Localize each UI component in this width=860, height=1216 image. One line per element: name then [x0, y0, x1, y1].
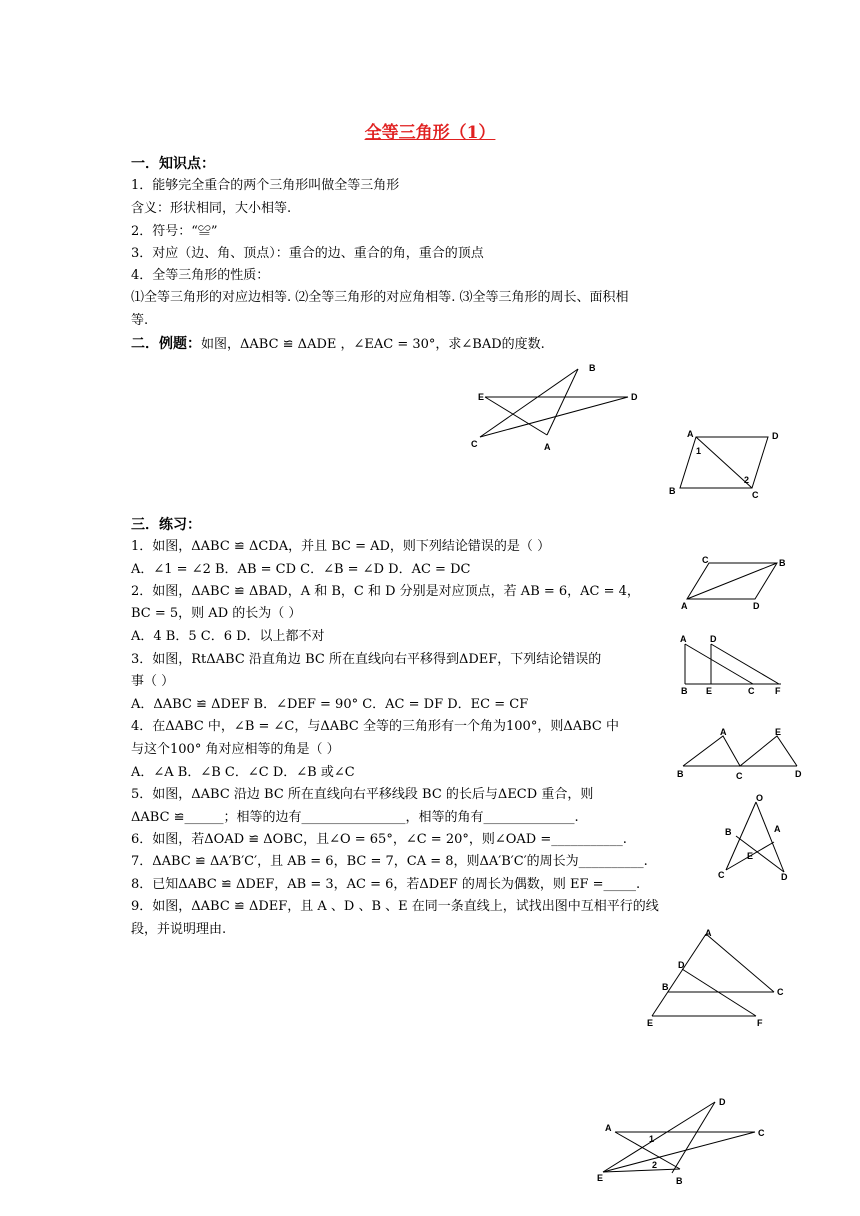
- label-D: D: [710, 634, 717, 644]
- label-C: C: [777, 987, 784, 997]
- q6-figure: [714, 790, 796, 884]
- angle-1: 1: [649, 1134, 655, 1144]
- label-A: A: [681, 601, 688, 611]
- practice-line: 8．已知ΔABC ≌ ΔDEF，AB = 3，AC = 6，若ΔDEF 的周长为偶数，则 EF =_____.: [131, 877, 641, 892]
- practice-line: 3．如图，RtΔABC 沿直角边 BC 所在直线向右平移得到ΔDEF，下列结论错误的: [131, 652, 602, 667]
- label-B: B: [681, 686, 688, 696]
- label-O: O: [756, 793, 764, 803]
- q9-figure: [638, 924, 788, 1030]
- practice-line: 7．ΔABC ≌ ΔA′B′C′，且 AB = 6，BC = 7，CA = 8，则ΔA′B′C′的周长为__________.: [131, 854, 648, 869]
- label-D: D: [772, 431, 779, 441]
- label-D: D: [719, 1097, 726, 1107]
- label-C: C: [748, 686, 755, 696]
- label-D: D: [781, 872, 788, 882]
- label-E: E: [478, 392, 485, 402]
- practice-line: A．∠1 = ∠2 B．AB = CD C．∠B = ∠D D．AC = DC: [131, 562, 471, 577]
- label-D: D: [678, 960, 685, 970]
- section-heading-example: 二．例题：: [131, 336, 201, 352]
- label-C: C: [718, 870, 725, 880]
- label-E: E: [706, 686, 713, 696]
- q5-figure: [675, 724, 807, 784]
- practice-line: 5．如图，ΔABC 沿边 BC 所在直线向右平移线段 BC 的长后与ΔECD 重合，则: [131, 787, 594, 802]
- practice-line: A．ΔABC ≌ ΔDEF B．∠DEF = 90° C．AC = DF D．EC = CF: [131, 697, 529, 712]
- label-B: B: [662, 982, 669, 992]
- angle-1: 1: [696, 446, 702, 456]
- q3-figure: [675, 628, 787, 698]
- practice-line: 6．如图，若ΔOAD ≌ ΔOBC，且∠O = 65°，∠C = 20°，则∠OAD =___________.: [131, 832, 627, 847]
- practice-line: 2．如图，ΔABC ≌ ΔBAD，A 和 B，C 和 D 分别是对应顶点，若 AB = 6，AC = 4，: [131, 584, 640, 599]
- example-figure: [470, 360, 650, 460]
- page-title: 全等三角形（1）: [364, 123, 496, 143]
- practice-line: 与这个100° 角对应相等的角是（ ）: [131, 742, 340, 757]
- practice-line: A．∠A B．∠B C．∠C D．∠B 或∠C: [131, 765, 355, 780]
- label-A: A: [687, 429, 694, 439]
- label-D: D: [795, 769, 802, 779]
- label-B: B: [677, 769, 684, 779]
- section-heading-knowledge: 一．知识点：: [131, 156, 215, 172]
- label-F: F: [775, 686, 781, 696]
- section-heading-practice: 三．练习：: [131, 517, 201, 533]
- label-B: B: [779, 558, 786, 568]
- practice-line: A．4 B．5 C．6 D．以上都不对: [131, 629, 325, 644]
- label-C: C: [736, 771, 743, 781]
- bottom-figure: [595, 1092, 780, 1190]
- label-E: E: [597, 1173, 604, 1183]
- practice-line: 4．在ΔABC 中，∠B = ∠C，与ΔABC 全等的三角形有一个角为100°，则ΔABC 中: [131, 719, 619, 734]
- practice-line: 事（ ）: [131, 674, 175, 689]
- label-C: C: [758, 1128, 765, 1138]
- q1-figure: [675, 552, 795, 614]
- knowledge-line: 3．对应（边、角、顶点）：重合的边、重合的角，重合的顶点: [131, 246, 484, 261]
- label-A: A: [705, 928, 712, 938]
- knowledge-line: 1．能够完全重合的两个三角形叫做全等三角形: [131, 178, 400, 193]
- label-B: B: [589, 363, 596, 373]
- angle-2: 2: [744, 475, 750, 485]
- label-F: F: [757, 1018, 763, 1028]
- label-D: D: [631, 392, 638, 402]
- label-A: A: [605, 1123, 612, 1133]
- practice-line: 段，并说明理由.: [131, 922, 227, 937]
- example-block: [131, 333, 545, 353]
- example-text: 如图，ΔABC ≌ ΔADE ，∠EAC = 30°，求∠BAD的度数.: [201, 337, 545, 352]
- label-A: A: [720, 727, 727, 737]
- label-A: A: [680, 634, 687, 644]
- label-B: B: [725, 827, 732, 837]
- label-C: C: [471, 439, 478, 449]
- label-A: A: [774, 824, 781, 834]
- label-C: C: [702, 555, 709, 565]
- knowledge-line: 2．符号：“≌”: [131, 224, 218, 239]
- label-A: A: [544, 442, 551, 452]
- label-C: C: [752, 490, 759, 500]
- knowledge-line: 含义：形状相同，大小相等.: [131, 201, 292, 216]
- label-E: E: [747, 851, 754, 861]
- label-B: B: [676, 1176, 683, 1186]
- label-E: E: [775, 727, 782, 737]
- practice-line: 9．如图，ΔABC ≌ ΔDEF，且 A 、D 、B 、E 在同一条直线上，试找出图中互相平行的线: [131, 899, 659, 914]
- label-D: D: [753, 601, 760, 611]
- knowledge-line: 4．全等三角形的性质：: [131, 268, 270, 283]
- practice-line: BC = 5，则 AD 的长为（ ）: [131, 606, 302, 621]
- parallelogram-figure: [660, 424, 790, 504]
- knowledge-line: 等.: [131, 313, 149, 328]
- practice-line: 1．如图，ΔABC ≌ ΔCDA，并且 BC = AD，则下列结论错误的是（ ）: [131, 539, 551, 554]
- angle-2: 2: [652, 1160, 658, 1170]
- knowledge-line: ⑴全等三角形的对应边相等. ⑵全等三角形的对应角相等. ⑶全等三角形的周长、面积相: [131, 290, 629, 305]
- label-B: B: [669, 486, 676, 496]
- practice-line: ΔABC ≌______；相等的边有________________，相等的角有______________.: [131, 810, 579, 825]
- label-E: E: [647, 1018, 654, 1028]
